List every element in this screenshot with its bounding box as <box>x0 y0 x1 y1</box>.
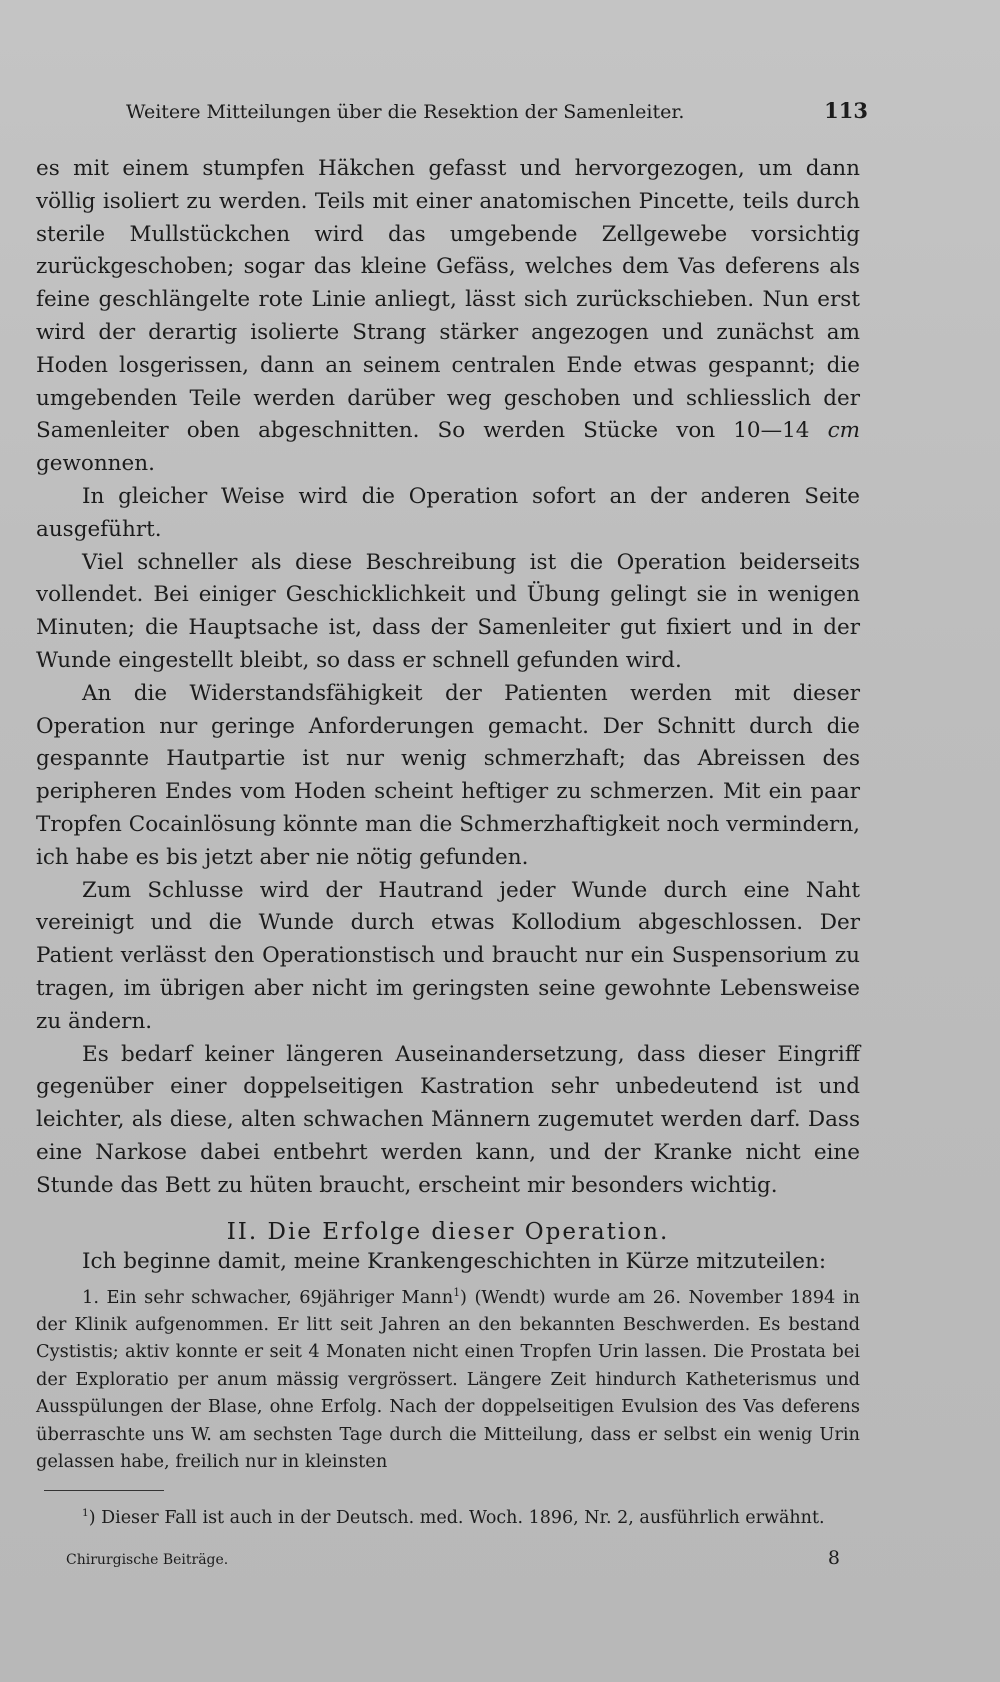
footnote-text: ) Dieser Fall ist auch in der Deutsch. med. Woch. 1896, Nr. 2, ausführlich erwähnt. <box>88 1507 825 1528</box>
footnote-marker: 1 <box>82 1506 89 1519</box>
running-title: Weitere Mitteilungen über die Resektion der Samenleiter. <box>126 101 685 123</box>
main-text <box>36 153 860 1203</box>
case-1-text: 1. Ein sehr schwacher, 69jähriger Mann <box>82 1286 454 1308</box>
footnote-ref: 1 <box>453 1285 460 1299</box>
footnote <box>36 1501 860 1531</box>
section-heading: II. Die Erfolge dieser Operation. <box>226 1218 670 1245</box>
footnote-rule <box>44 1490 164 1491</box>
journal-title: Chirurgische Beiträge. <box>66 1551 229 1568</box>
section-intro: Ich beginne damit, meine Krankengeschichten in Kürze mitzuteilen: <box>82 1248 827 1274</box>
paragraph-2: In gleicher Weise wird die Operation sofort an der anderen Seite ausgeführt. <box>36 483 860 542</box>
signature-mark: 8 <box>827 1546 840 1569</box>
running-header <box>126 98 868 123</box>
paragraph-1-end: gewonnen. <box>36 451 155 477</box>
paragraph-3: Viel schneller als diese Beschreibung ist die Operation beiderseits vollendet. Bei einiger Geschicklichkeit und Übung gelingt sie in wenigen Minuten; die Hauptsache ist, dass der Samenleiter gut fixiert und in der Wunde eingestellt bleibt, so dass er schnell gefunden wird. <box>36 549 860 673</box>
paragraph-1-text: es mit einem stumpfen Häkchen gefasst und hervorgezogen, um dann völlig isoliert zu werden. Teils mit einer anatomischen Pincette, teils durch sterile Mullstückchen wird das umgebende Zellgewebe vorsichtig zurückgeschoben; sogar das kleine Gefäss, welches dem Vas deferens als feine geschlängelte rote Linie anliegt, lässt sich zurückschieben. Nun erst wird der derartig isolierte Strang stärker angezogen und zunächst am Hoden losgerissen, dann an seinem centralen Ende etwas gespannt; die umgebenden Teile werden darüber weg geschoben und schliesslich der Samenleiter oben abgeschnitten. So werden Stücke von 10—14 <box>36 156 860 444</box>
paragraph-6: Es bedarf keiner längeren Auseinandersetzung, dass dieser Eingriff gegenüber einer doppelseitigen Kastration sehr unbedeutend ist und leichter, als diese, alten schwachen Männern zugemutet werden darf. Dass eine Narkose dabei entbehrt werden kann, und der Kranke nicht eine Stunde das Bett zu hüten braucht, erscheint mir besonders wichtig. <box>36 1041 860 1198</box>
paragraph-1 <box>36 153 860 481</box>
page-number: 113 <box>824 98 868 123</box>
unit-cm: cm <box>827 418 860 444</box>
case-report-1 <box>36 1279 860 1476</box>
case-1-text-cont: ) (Wendt) wurde am 26. November 1894 in der Klinik aufgenommen. Er litt seit Jahren an den bekannten Beschwerden. Es bestand Cystistis; aktiv konnte er seit 4 Monaten nicht einen Tropfen Urin lassen. Die Prostata bei der Exploratio per anum mässig vergrössert. Längere Zeit hindurch Katheterismus und Ausspülungen der Blase, ohne Erfolg. Nach der doppelseitigen Evulsion des Vas deferens überraschte uns W. am sechsten Tage durch die Mitteilung, dass er selbst ein wenig Urin gelassen habe, freilich nur in kleinsten <box>36 1286 860 1473</box>
page-footer <box>66 1547 840 1569</box>
paragraph-5: Zum Schlusse wird der Hautrand jeder Wunde durch eine Naht vereinigt und die Wunde durch etwas Kollodium abgeschlossen. Der Patient verlässt den Operationstisch und braucht nur ein Suspensorium zu tragen, im übrigen aber nicht im geringsten seine gewohnte Lebensweise zu ändern. <box>36 877 860 1034</box>
paragraph-4: An die Widerstandsfähigkeit der Patienten werden mit dieser Operation nur geringe Anforderungen gemacht. Der Schnitt durch die gespannte Hautpartie ist nur wenig schmerzhaft; das Abreissen des peripheren Endes vom Hoden scheint heftiger zu schmerzen. Mit ein paar Tropfen Cocainlösung könnte man die Schmerzhaftigkeit noch vermindern, ich habe es bis jetzt aber nie nötig gefunden. <box>36 680 860 870</box>
